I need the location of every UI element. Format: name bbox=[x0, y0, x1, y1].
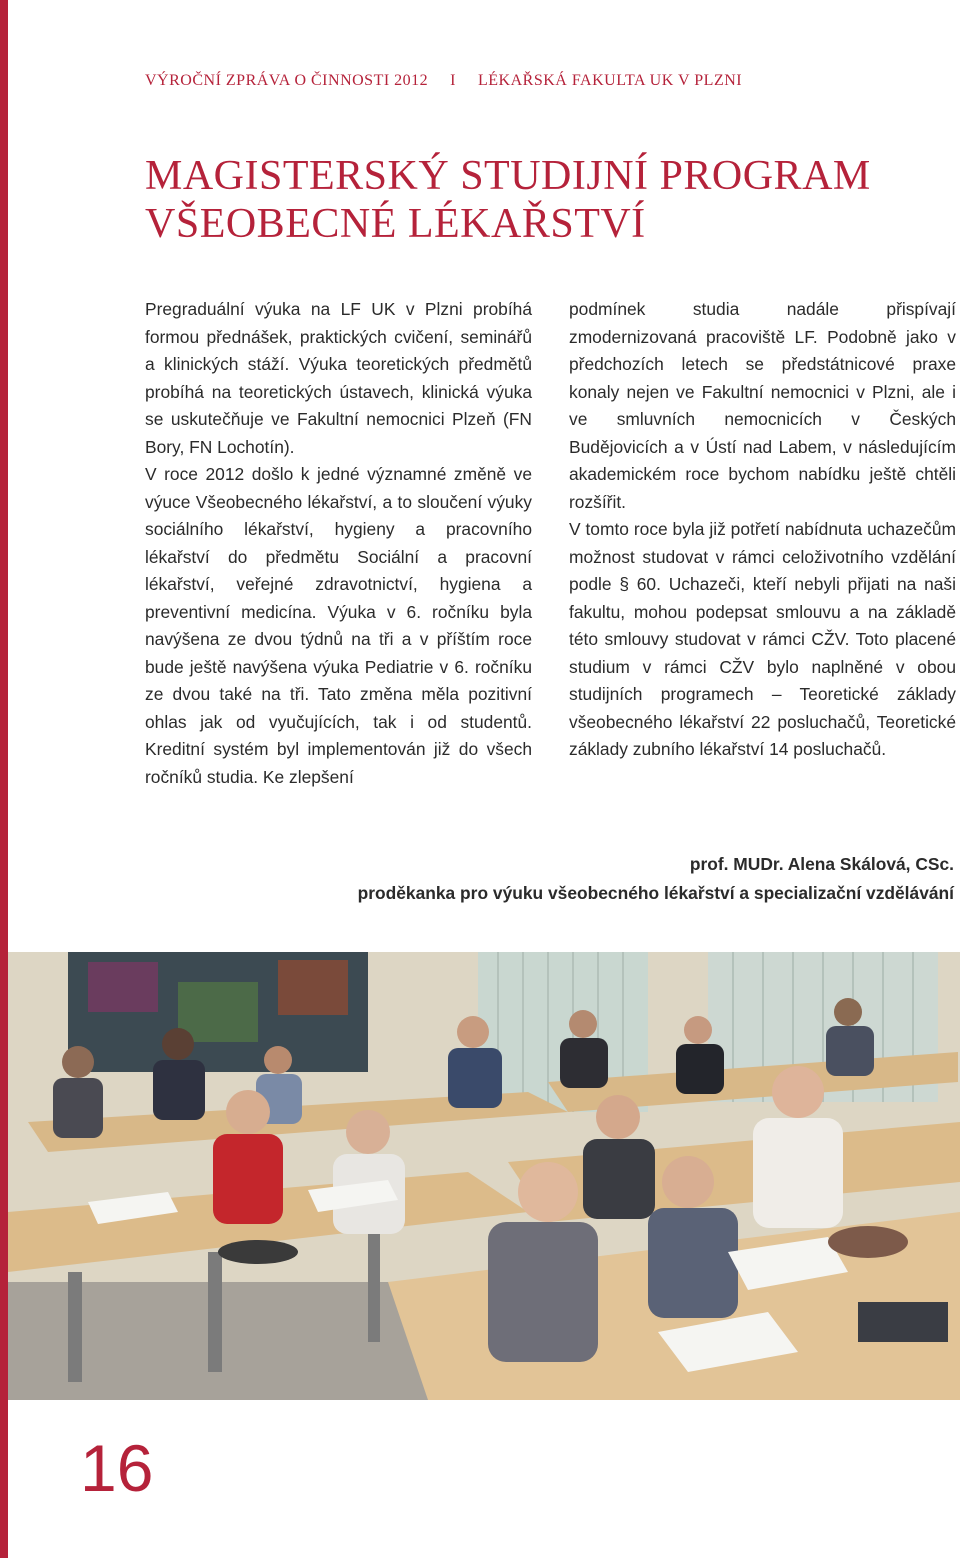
paragraph-right-1: podmínek studia nadále přispívají zmodernizovaná pracoviště LF. Podobně jako v předchozích letech se předstátnicové praxe konaly nejen ve Fakultní nemocnici v Plzni, ale i ve smluvních nemocnicích v Českých Budějovicích a v Ústí nad Labem, v následujícím akademickém roce bychom nabídku ještě chtěli rozšířit. bbox=[569, 299, 956, 512]
classroom-photo-illustration bbox=[8, 952, 960, 1400]
paragraph-right-2: V tomto roce byla již potřetí nabídnuta uchazečům možnost studovat v rámci celoživotního vzdělání podle § 60. Uchazeči, kteří nebyli přijati na naši fakultu, mohou podepsat smlouvu a na základě této smlouvy studovat v rámci CŽV. Toto placené studium v rámci CŽV bylo naplněné v obou studijních programech – Teoretické základy všeobecného lékařství 22 posluchačů, Teoretické základy zubního lékařství 14 posluchačů. bbox=[569, 519, 956, 759]
text-column-right bbox=[569, 296, 956, 764]
title-line-1: MAGISTERSKÝ STUDIJNÍ PROGRAM bbox=[145, 153, 871, 199]
page-title bbox=[145, 152, 945, 248]
page-number: 16 bbox=[80, 1431, 154, 1505]
signature-block bbox=[358, 850, 954, 908]
title-line-2: VŠEOBECNÉ LÉKAŘSTVÍ bbox=[145, 201, 646, 247]
text-column-left bbox=[145, 296, 532, 791]
signature-name: prof. MUDr. Alena Skálová, CSc. bbox=[689, 854, 954, 874]
paragraph-left-1: Pregraduální výuka na LF UK v Plzni probíhá formou přednášek, praktických cvičení, seminářů a klinických stáží. Výuka teoretických předmětů probíhá na teoretických ústavech, klinická výuka se uskutečňuje ve Fakultní nemocnici Plzeň (FN Bory, FN Lochotín). bbox=[145, 299, 532, 457]
paragraph-left-2: V roce 2012 došlo k jedné významné změně ve výuce Všeobecného lékařství, a to sloučení výuky sociálního lékařství, hygieny a pracovního lékařství do předmětu Sociální a pracovní lékařství, veřejné zdravotnictví, hygiena a preventivní medicína. Výuka v 6. ročníku byla navýšena ze dvou týdnů na tři a v příštím roce bude ještě navýšena výuka Pediatrie v 6. ročníku ze dvou také na tři. Tato změna měla pozitivní ohlas jak od vyučujících, tak i od studentů. Kreditní systém byl implementován již do všech ročníků studia. Ke zlepšení bbox=[145, 464, 532, 787]
running-header bbox=[145, 72, 742, 90]
signature-role: proděkanka pro výuku všeobecného lékařství a specializační vzdělávání bbox=[357, 883, 954, 903]
classroom-photo bbox=[8, 952, 960, 1400]
header-faculty-name: LÉKAŘSKÁ FAKULTA UK V PLZNI bbox=[478, 72, 743, 89]
header-separator: I bbox=[450, 72, 456, 89]
left-accent-bar bbox=[0, 0, 8, 1558]
header-report-title: VÝROČNÍ ZPRÁVA O ČINNOSTI 2012 bbox=[145, 72, 429, 89]
